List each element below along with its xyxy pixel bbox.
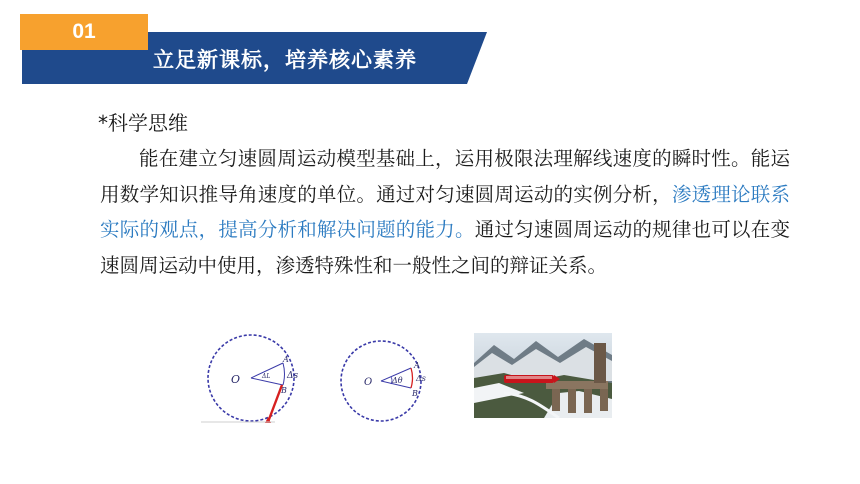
label-a: A [414,361,420,370]
section-number-badge: 01 [20,14,148,50]
label-delta-l: ΔL [262,373,271,380]
label-o: O [364,377,373,388]
paragraph-highlight: 渗透理论联系实际的观点，提高分析和解决问题的能力。 [100,182,790,241]
circular-motion-diagram-1 [193,333,303,423]
label-a: A [283,355,289,364]
label-o: O [231,373,241,386]
label-delta-s: Δs [416,374,426,383]
circular-motion-diagram-2 [338,338,438,424]
body-paragraph [100,141,790,283]
label-b: B [281,386,287,395]
paragraph-text-1: 能在建立匀速圆周运动模型基础上，运用极限法理解线速度的瞬时性。能运用数学知识推导角速度的单位。通过对匀速圆周运动的实例分析， [100,147,790,206]
label-b: B [412,389,418,398]
label-delta-theta: Δθ [392,376,403,385]
section-title: 立足新课标，培养核心素养 [153,48,417,72]
train-viaduct-photo [474,333,612,418]
section-label: *科学思维 [98,111,188,135]
label-delta-s: Δs [287,371,299,381]
paragraph-text-2: 通过匀速圆周运动的规律也可以在变速圆周运动中使用，渗透特殊性和一般性之间的辩证关系。 [100,218,790,277]
